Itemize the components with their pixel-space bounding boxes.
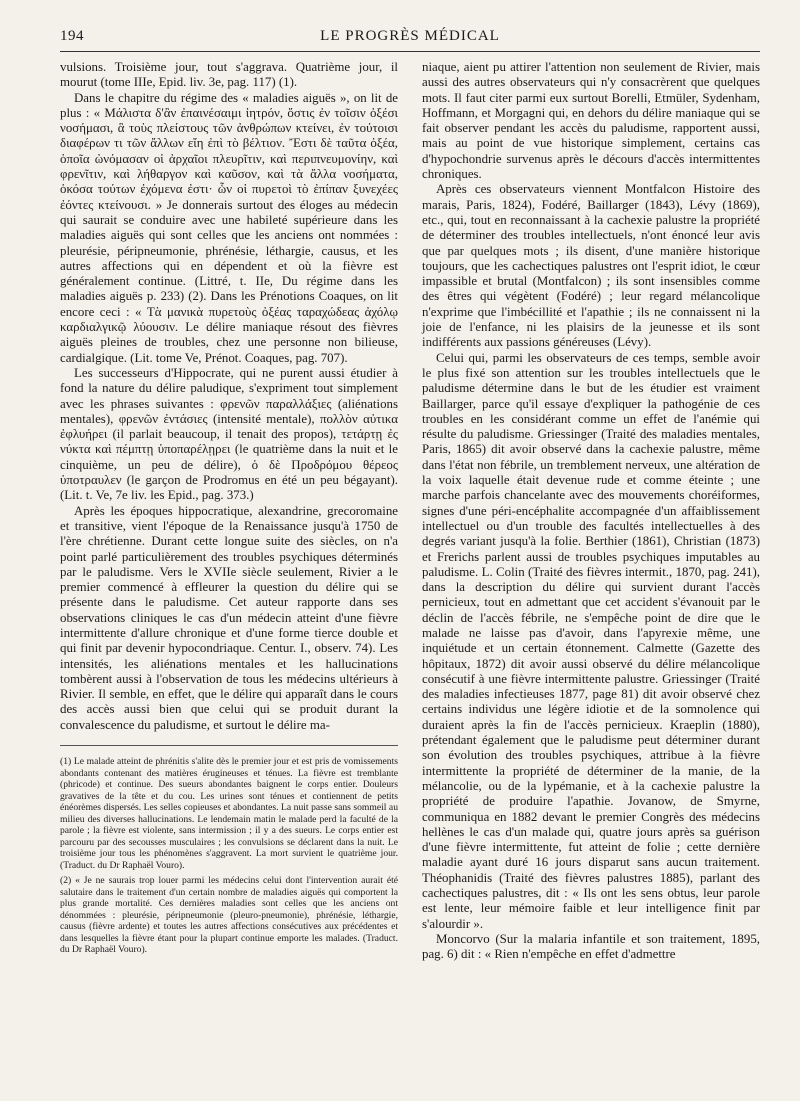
body-paragraph: Dans le chapitre du régime des « maladies aiguës », on lit de plus : « Μάλιστα δ'ἂν ἐπαινέσαιμι ἰητρόν, ὅστις ἐν τοῖσιν ὀξέσι νοσήμασι, ἃ τοὺς πλείστους τῶν ἀνθρώπων κτείνει, ἐν τούτοισι διαφέρων τι τῶν ἄλλων εἴη ἐπὶ τὸ βέλτιον. Ἔστι δὲ ταῦτα ὀξέα, ὁποῖα ὠνόμασαν οἱ ἀρχαῖοι πλευρῖτιν, καὶ περιπνευμονίην, καὶ φρενῖτιν, καὶ λήθαργον καὶ καῦσον, καὶ τὰ ἄλλα νοσήματα, ὁκόσα τούτων ἐχόμενα ἐστι· ὧν οἱ πυρετοὶ τὸ ἐπίπαν ξυνεχέες ἐόντες κτείνουσι. » Je donnerais surtout des éloges au médecin qui saurait se conduire avec une habileté supérieure dans les maladies aiguës qui sont celles que les anciens ont nommées : pleurésie, péripneumonie, phrénésie, léthargie, causus, et les autres affections qui en dépendent et où la fièvre est généralement continue. (Littré, t. IIe, Du régime dans les maladies aiguës p. 233) (2). Dans les Prénotions Coaques, on lit encore ceci : « Τὰ μανικὰ πυρετοὺς ὀξέας ταραχώδεας ἀχόλῳ καρδιαλγικῷ λύουσιν. Le délire maniaque résout des fièvres aiguës pleines de troubles, chez une personne non bilieuse, cardialgique. (Lit. tome Ve, Prénot. Coaques, pag. 707). bbox=[60, 90, 398, 365]
footnote: (2) « Je ne saurais trop louer parmi les médecins celui dont l'intervention aurait été salutaire dans le traitement d'un certain nombre de maladies aiguës qui comportent la plus grande mortalité. Ces dernières maladies sont celles que les anciens ont dénommées : pleurésie, péripneumonie (pleuro-pneumonie), phrénésie, léthargie, causus (fièvre ardente) et toutes les autres affections consécutives aux précédentes et dans lesquelles la fièvre étant pour la plupart continue emporte les malades. (Traduct. du Dr Raphaël Vouro). bbox=[60, 875, 398, 956]
footnote-rule bbox=[60, 745, 398, 746]
page bbox=[60, 28, 760, 963]
running-title: LE PROGRÈS MÉDICAL bbox=[320, 28, 500, 44]
left-column bbox=[60, 60, 398, 963]
page-number: 194 bbox=[60, 28, 84, 44]
running-header bbox=[60, 28, 760, 52]
body-paragraph: niaque, aient pu attirer l'attention non seulement de Rivier, mais aussi des autres observateurs qui n'y consacrèrent que quelques mots. Il faut citer parmi eux surtout Borelli, Etmüler, Sydenham, Hoffmann, et Morgagni qui, en dehors du délire maniaque qui se fait observer pendant les accès du paludisme, rapportent aussi, mais au point de vue historique simplement, certains cas d'hypochondrie survenus après le décours d'accès intermittentes chroniques. bbox=[422, 60, 760, 182]
right-column bbox=[422, 60, 760, 963]
body-paragraph: Après les époques hippocratique, alexandrine, grecoromaine et transitive, vient l'époque de la Renaissance jusqu'à 1750 de l'ère chrétienne. Durant cette longue suite des siècles, on n'a point parlé particulièrement des troubles psychiques déterminés par le paludisme. Vers le XVIIe siècle seulement, Rivier a le premier commencé à effleurer la question du délire qui se présente dans le paludisme. Cet auteur rapporte dans ses observations cliniques le cas d'un médecin atteint d'une fièvre intermittente d'allure chronique et d'une forme tierce double et qui finit par devenir hypocondriaque. Centur. I., observ. 74). Les intensités, les aliénations mentales et les hallucinations tombèrent aussi à l'observation de tous les médecins ultérieurs à Rivier. Il semble, en effet, que le délire qui apparaît dans le cours des accès aussi bien que celui qui se produit durant la convalescence du paludisme, et surtout le délire ma- bbox=[60, 503, 398, 732]
body-paragraph: Moncorvo (Sur la malaria infantile et son traitement, 1895, pag. 6) dit : « Rien n'empêche en effet d'admettre bbox=[422, 931, 760, 962]
body-paragraph: vulsions. Troisième jour, tout s'aggrava. Quatrième jour, il mourut (tome IIIe, Epid. liv. 3e, pag. 117) (1). bbox=[60, 60, 398, 90]
two-column-body bbox=[60, 60, 760, 963]
footnote: (1) Le malade atteint de phrénitis s'alite dès le premier jour et est pris de vomissements abondants contenant des matières érugineuses et ténues. La fièvre est tremblante (phricode) et continue. Des sueurs abondantes baignent le corps entier. Douleurs gravatives de la tête et du cou. Les urines sont ténues et contiennent de petits énéorèmes dispersés. Les selles copieuses et abondantes. La nuit passe sans sommeil au milieu des diverses hallucinations. Le lendemain matin le malade perd la faculté de la parole ; la fièvre est violente, sans intermission ; il y a des sueurs. Le corps entier est parcouru par des secousses musculaires ; les convulsions se déclarent dans la nuit. Le troisième jour tous les phénomènes s'aggravent. La mort survient le quatrième jour. (Traduct. du Dr Raphaël Vouro). bbox=[60, 756, 398, 871]
body-paragraph: Les successeurs d'Hippocrate, qui ne purent aussi étudier à fond la nature du délire paludique, s'expriment tout simplement avec les phrases suivantes : φρενῶν παραλλάξιες (aliénations mentales), φρενῶν ἐντάσιες (intensité mentale), πολλὸν αὐτικα ἐφλυήρει (il parlait beaucoup, il tenait des propos), τετάρτῃ ἐς νύκτα καὶ πέμπτῃ ὑποπαρέλῃρει (le quatrième dans la nuit et le cinquième, un peu de délire), ὁ δὲ Προδρόμου θέρεος ὑποτραυλεν (le garçon de Prodromus en été un peu bégayant). (Lit. t. Ve, 7e liv. les Epid., pag. 373.) bbox=[60, 365, 398, 503]
body-paragraph: Après ces observateurs viennent Montfalcon Histoire des marais, Paris, 1824), Fodéré, Baillarger (1843), Lévy (1869), etc., qui, tout en reconnaissant à la cachexie palustre la propriété de déterminer des troubles intellectuels, n'ont énoncé leur avis que par quelques mots ; ils disent, d'une manière historique toujours, que les cachectiques palustres ont l'esprit idiot, le cœur impassible et brutal (Montfalcon) ; ils sont insensibles comme des êtres qui végètent (Fodéré) ; leur regard mélancolique n'exprime que l'imbécillité et l'apathie ; ils ne connaissent ni la joie de l'enfance, ni les plaisirs de la jeunesse et ils sont indifférents aux passions généreuses (Lévy). bbox=[422, 182, 760, 350]
body-paragraph: Celui qui, parmi les observateurs de ces temps, semble avoir le plus fixé son attention sur les troubles intellectuels que le paludisme détermine dans le but de les étudier est vraiment Baillarger, parce qu'il essaye d'expliquer la pathogénie de ces troubles en les considérant comme un effet de l'anémie qui résulte du paludisme. Griessinger (Traité des maladies mentales, Paris, 1865) dit avoir observé dans la cachexie palustre, même dans l'état non fébrile, un tremblement nerveux, une altération de la voix laquelle était devenue rude et comme éteinte ; une marche parfois chancelante avec des mouvements choréiformes, signes d'une péri-encéphalite accompagnée d'un affaiblissement intellectuel ou d'un trouble des facultés intellectuelles à des degrés variant jusqu'à la folie. Berthier (1861), Christian (1873) et Frerichs parlent aussi de troubles psychiques imputables au paludisme. L. Colin (Traité des fièvres intermit., 1870, pag. 241), dans la description du délire qui survient durant l'accès pernicieux, tout en admettant que cet accident s'évanouit par le déclin de l'accès fébrile, ne s'empêche point de dire que le malade ne laisse pas d'avoir, dans l'apyrexie même, une inquiétude et un certain étonnement. Calmette (Gazette des hôpitaux, 1872) dit avoir aussi observé du délire mélancolique consécutif à une fièvre intermittente palustre. Griessinger (Traité des maladies infectieuses 1877, page 81) dit avoir observé chez certains individus une légère idiotie et de la somnolence qui duraient après la fin de l'accès pernicieux. Kraeplin (1880), prétendant également que le paludisme peut déterminer durant son évolution des troubles psychiques, attribue à la fièvre intermittente la propriété de déterminer de la manie, de la mélancolie, ou de la lypémanie, et à la cachexie palustre la propriété de produire l'apathie. Jovanow, de Smyrne, communiqua en 1882 devant le premier Congrès des médecins hellènes le cas d'un malade qui, quatre jours après sa guérison d'une fièvre intermittente, fut atteint de folie ; cette dernière maladie ayant duré 16 jours disparut sans aucun traitement. Théophanidis (Traité des fièvres palustres 1885), parlant des cachectiques palustres, dit : « Ils ont les sens obtus, leur parole est lente, leur mémoire faible et leur intelligence finit par s'alourdir ». bbox=[422, 350, 760, 931]
